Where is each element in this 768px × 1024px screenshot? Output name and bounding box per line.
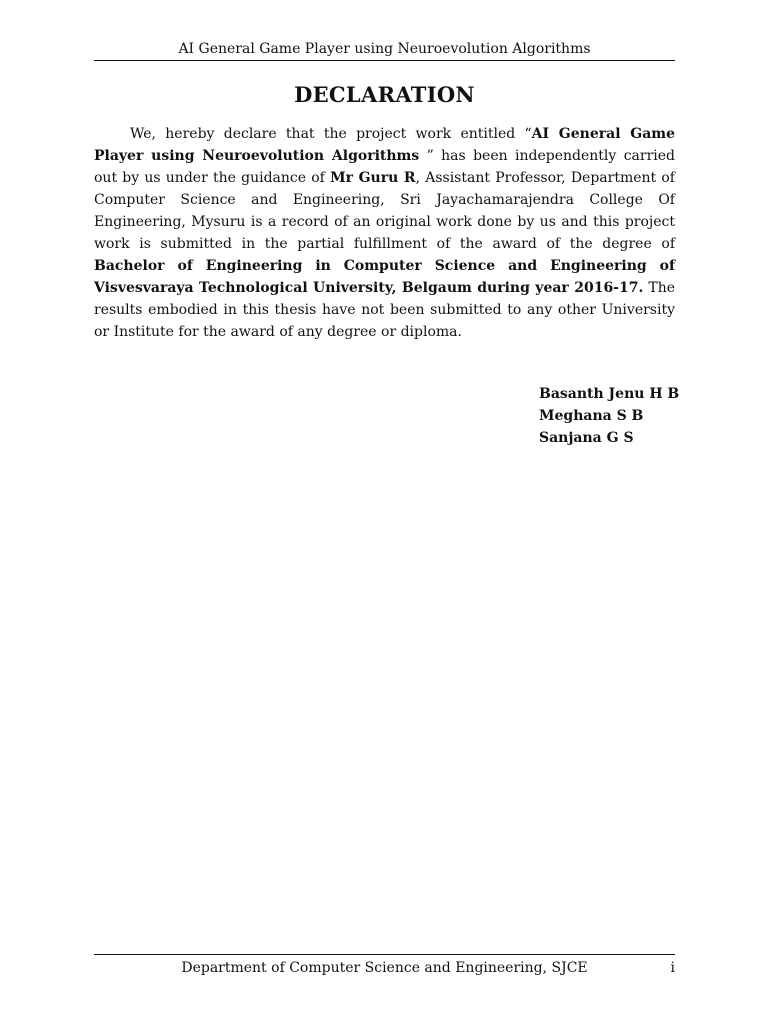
signatory-name: Meghana S B — [539, 408, 644, 424]
degree-name: Bachelor of Engineering in Computer Science and Engineering of Visvesvaraya Technological University, Belgaum during year 2016-17. — [94, 258, 675, 296]
footer-department: Department of Computer Science and Engineering, SJCE — [181, 960, 588, 976]
paragraph-text: We, hereby declare that the project work entitled “ — [130, 126, 532, 142]
footer-rule — [94, 954, 675, 955]
page-footer — [94, 958, 675, 978]
paragraph-text: , Assistant Professor, Department of Computer Science and Engineering, Sri Jayachamarajendra College Of Engineering, Mysuru is a record of an original work done by us and this project work is submitted in the partial fulfillment of the award of the degree of — [94, 170, 675, 252]
declaration-paragraph — [94, 123, 675, 343]
signatory-name: Sanjana G S — [539, 430, 634, 446]
signatory-name: Basanth Jenu H B — [539, 386, 680, 402]
running-header: AI General Game Player using Neuroevolution Algorithms — [178, 41, 591, 57]
signatories — [539, 383, 679, 449]
paragraph-text: ” has been independently carried out by us under the guidance of — [94, 148, 675, 186]
project-title: AI General Game Player using Neuroevolution Algorithms — [94, 126, 675, 164]
guide-name: Mr Guru R — [330, 170, 416, 186]
page-number: i — [670, 960, 675, 976]
paragraph-text: The results embodied in this thesis have not been submitted to any other University or Institute for the award of any degree or diploma. — [94, 280, 675, 340]
page-title: DECLARATION — [294, 82, 475, 107]
header-rule — [94, 60, 675, 61]
